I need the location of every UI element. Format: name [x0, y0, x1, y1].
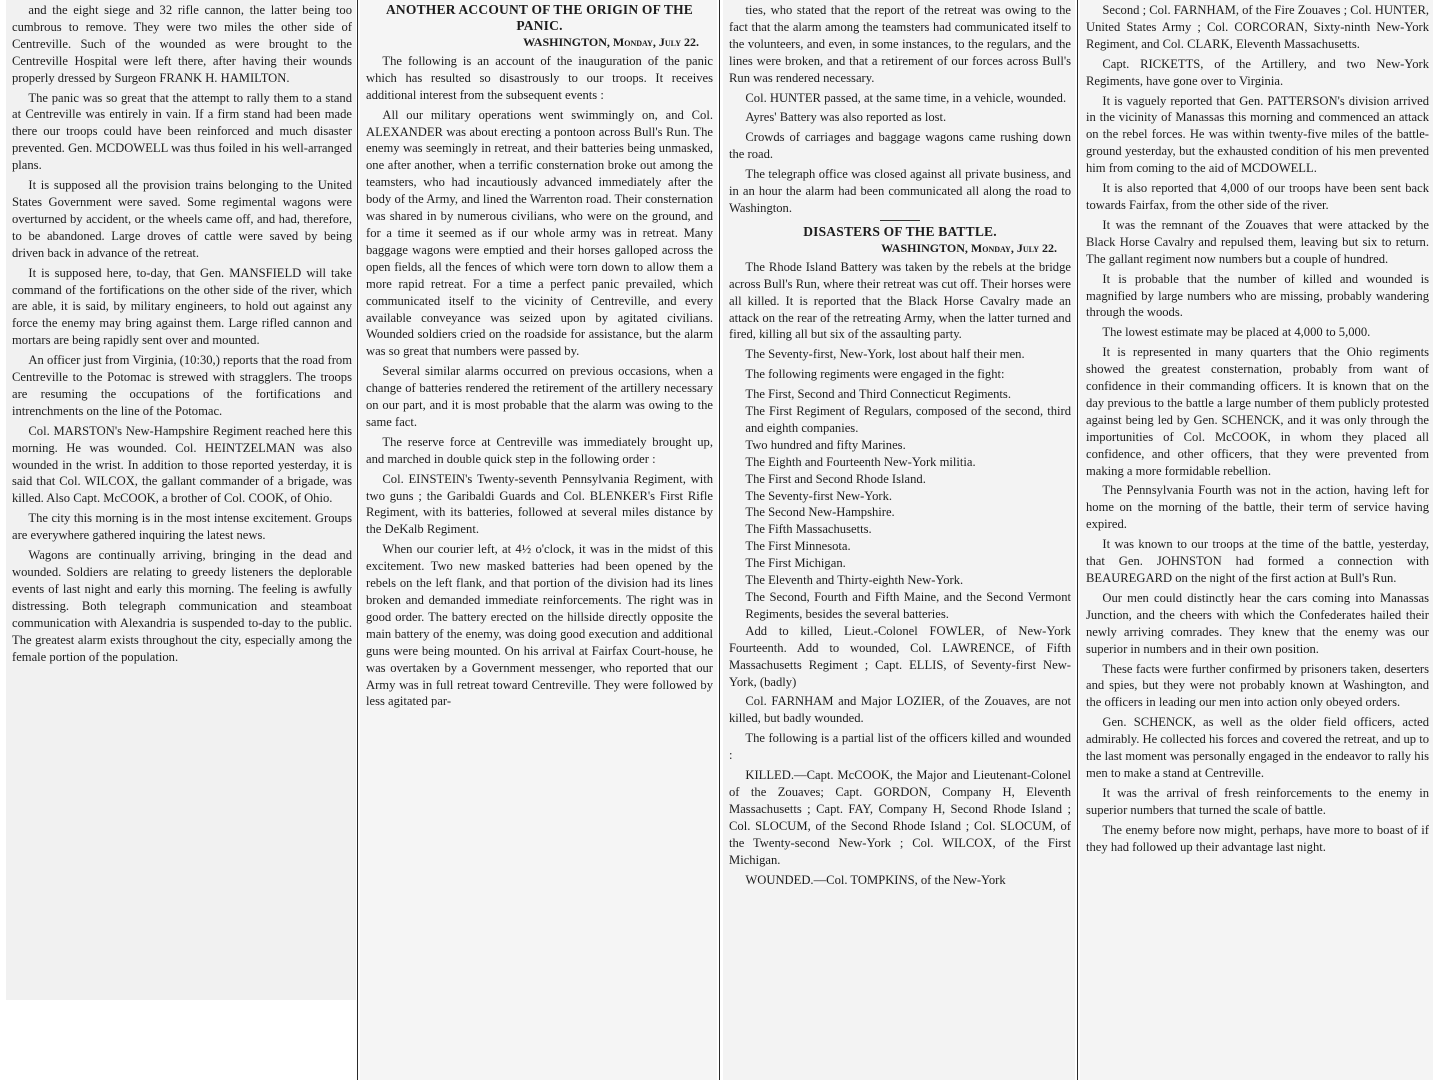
- paragraph: Ayres' Battery was also reported as lost.: [745, 110, 947, 125]
- regiment-item: Two hundred and fifty Marines.: [745, 437, 906, 452]
- paragraph: Col. EINSTEIN's Twenty-seventh Pennsylvania Regiment, with two guns ; the Garibaldi Guards and Col. BLENKER's First Rifle Regiment, with its batteries, followed at several miles distance by the DeKalb Regiment.: [366, 471, 713, 537]
- paragraph: It is supposed all the provision trains belonging to the United States Government were saved. Some regimental wagons were overturned by accident, or the wheels came off, and had, therefore, to be abandoned. Large droves of cattle were saved by being driven back in advance of the retreat.: [12, 178, 352, 260]
- article-heading: DISASTERS OF THE BATTLE.: [803, 223, 997, 239]
- regiment-item: The Eighth and Fourteenth New-York militia.: [745, 454, 976, 469]
- paragraph: Several similar alarms occurred on previous occasions, when a change of batteries rendered the retirement of the artillery necessary on our part, and it is most probable that the alarm was owing to the same fact.: [366, 364, 713, 429]
- paragraph: The lowest estimate may be placed at 4,000 to 5,000.: [1102, 325, 1371, 340]
- column-rule: [357, 0, 358, 1080]
- regiment-item: The Fifth Massachusetts.: [745, 522, 872, 537]
- regiment-item: The Second New-Hampshire.: [745, 505, 895, 520]
- paragraph: Gen. SCHENCK, as well as the older field officers, acted admirably. He collected his forces and covered the retreat, and up to the last moment was personally engaged in the endeavor to rally his men to make a stand at Centreville.: [1086, 715, 1429, 780]
- dateline: WASHINGTON, Monday, July 22.: [881, 240, 1057, 255]
- paragraph: It is vaguely reported that Gen. PATTERSON's division arrived in the vicinity of Manassas this morning and commenced an attack on the rebel forces. He was within twenty-five miles of the battle-ground yesterday, but the exhausted condition of his men prevented him from coming to the aid of MCDOWELL.: [1086, 93, 1429, 176]
- paragraph: It was the remnant of the Zouaves that were attacked by the Black Horse Cavalry and repulsed them, leaving but six to return. The gallant regiment now numbers but a couple of hundred.: [1086, 217, 1429, 266]
- paragraph: The following is an account of the inauguration of the panic which has resulted so disastrously to our troops. It receives additional interest from the subsequent events :: [366, 53, 713, 102]
- paragraph: All our military operations went swimmingly on, and Col. ALEXANDER was about erecting a pontoon across Bull's Run. The enemy was seemingly in retreat, and their batteries being unmasked, one after another, when a terrific consternation broke out among the teamsters, who had incautiously advanced immediately after the body of the Army, and lined the Warrenton road. Their consternation was shared in by numerous civilians, who were on the ground, and for a time it seemed as if our whole army was in retreat. Many baggage wagons were emptied and their horses galloped across the open fields, all the fences of which were torn down to allow them a more rapid retreat. For a time a perfect panic prevailed, which communicated itself to the vicinity of Centreville, and every available conveyance was seized upon by agitated civilians. Wounded soldiers cried on the roadside for assistance, but the alarm was so great that numbers were passed by.: [366, 107, 713, 359]
- paragraph: The enemy before now might, perhaps, have more to boast of if they had followed up their advantage last night.: [1086, 822, 1429, 854]
- paragraph: It was known to our troops at the time of the battle, yesterday, that Gen. JOHNSTON had formed a connection with BEAUREGARD on the night of the first action at Bull's Run.: [1086, 537, 1429, 585]
- paragraph: Col. HUNTER passed, at the same time, in a vehicle, wounded.: [745, 90, 1067, 105]
- column-1: [6, 0, 356, 1000]
- article-heading: ANOTHER ACCOUNT OF THE ORIGIN OF THE PANIC.: [385, 2, 693, 33]
- paragraph: Crowds of carriages and baggage wagons came rushing down the road.: [729, 130, 1071, 162]
- paragraph: An officer just from Virginia, (10:30,) reports that the road from Centreville to the Potomac is strewed with stragglers. The troops are resuming the occupations of the fortifications and intrenchments on the line of the Potomac.: [12, 353, 352, 418]
- paragraph: The panic was so great that the attempt to rally them to a stand at Centreville was entirely in vain. If a firm stand had been made there our troops could have been reinforced and much disaster prevented. Gen. MCDOWELL was thus foiled in his well-arranged plans.: [12, 90, 352, 173]
- column-2: [360, 0, 717, 1080]
- paragraph: The Pennsylvania Fourth was not in the action, having left for home on the morning of the battle, their term of service having expired.: [1086, 483, 1429, 532]
- regiment-item: The First Minnesota.: [745, 539, 851, 554]
- paragraph: It is probable that the number of killed and wounded is magnified by large numbers who are missing, probably wandering through the woods.: [1086, 271, 1429, 320]
- paragraph: Col. FARNHAM and Major LOZIER, of the Zouaves, are not killed, but badly wounded.: [729, 694, 1071, 726]
- column-3: [723, 0, 1075, 1080]
- paragraph: Col. MARSTON's New-Hampshire Regiment reached here this morning. He was wounded. Col. HEINTZELMAN was also wounded in the wrist. In addition to those reported yesterday, it is said that Col. WILCOX, the gallant commander of a brigade, was killed. Also Capt. McCOOK, a brother of Col. COOK, of Ohio.: [12, 423, 352, 506]
- paragraph: KILLED.—Capt. McCOOK, the Major and Lieutenant-Colonel of the Zouaves; Capt. GORDON, Company H, Eleventh Massachusetts ; Capt. FAY, Company H, Second Rhode Island ; Col. SLOCUM, of the Second Rhode Island ; Col. SLOCUM, of the Twenty-second New-York ; Col. WILCOX, of the First Michigan.: [729, 768, 1071, 867]
- paragraph: It is also reported that 4,000 of our troops have been sent back towards Fairfax, from the other side of the river.: [1086, 181, 1429, 212]
- paragraph: Second ; Col. FARNHAM, of the Fire Zouaves ; Col. HUNTER, United States Army ; Col. CORCORAN, Sixty-ninth New-York Regiment, and Col. CLARK, Eleventh Massachusetts.: [1086, 3, 1429, 51]
- regiment-item: The Seventy-first New-York.: [745, 488, 893, 503]
- paragraph: The following is a partial list of the officers killed and wounded :: [729, 731, 1071, 763]
- regiment-item: The First Regiment of Regulars, composed of the second, third and eighth companies.: [745, 404, 1071, 435]
- paragraph: Wagons are continually arriving, bringing in the dead and wounded. Soldiers are relating to greedy listeners the deplorable events of last night and early this morning. The feeling is awfully distressing. Both telegraph communication and steamboat communication with Alexandria is suspended to-day to the public. The greatest alarm exists throughout the city, especially among the female portion of the population.: [12, 548, 352, 664]
- column-4: [1080, 0, 1433, 1080]
- paragraph: It is supposed here, to-day, that Gen. MANSFIELD will take command of the fortifications on the other side of the river, which are able, it is said, by military engineers, to hold out against any force the enemy may bring against them. Large rifled cannon and mortars are being rapidly sent over and mounted.: [12, 265, 352, 348]
- regiment-item: The Eleventh and Thirty-eighth New-York.: [745, 573, 964, 588]
- paragraph: The Rhode Island Battery was taken by the rebels at the bridge across Bull's Run, where their retreat was cut off. Their horses were all killed. It is reported that the Black Horse Cavalry made an attack on the rear of the retreating Army, when the latter turned and fired, killing all but six of the assaulting party.: [729, 259, 1071, 342]
- regiment-item: The First Michigan.: [745, 556, 846, 571]
- paragraph: Add to killed, Lieut.-Colonel FOWLER, of New-York Fourteenth. Add to wounded, Col. LAWRENCE, of Fifth Massachusetts Regiment ; Capt. ELLIS, of Seventy-first New-York, (badly): [729, 623, 1071, 689]
- regiment-item: The First, Second and Third Connecticut Regiments.: [745, 387, 1011, 402]
- paragraph: The following regiments were engaged in the fight:: [745, 367, 1005, 382]
- paragraph: and the eight siege and 32 rifle cannon, the latter being too cumbrous to remove. They were two miles the other side of Centreville. Such of the wounded as were brought to the Centreville Hospital were left there, after having their wounds properly dressed by Surgeon FRANK H. HAMILTON.: [12, 3, 352, 85]
- paragraph: The reserve force at Centreville was immediately brought up, and marched in double quick step in the following order :: [366, 434, 713, 466]
- column-rule: [1077, 0, 1078, 1080]
- paragraph: Our men could distinctly hear the cars coming into Manassas Junction, and the cheers with which the Confederates hailed their newly arriving comrades. They knew that the enemy was our superior in numbers and in their own position.: [1086, 590, 1429, 656]
- regiment-item: The Second, Fourth and Fifth Maine, and the Second Vermont Regiments, besides the several batteries.: [745, 590, 1071, 621]
- paragraph: The Seventy-first, New-York, lost about half their men.: [745, 347, 1025, 362]
- column-rule: [719, 0, 720, 1080]
- paragraph: It is represented in many quarters that the Ohio regiments showed the greatest consternation, probably from want of confidence in their commanding officers. It is known that on the day previous to the battle a large number of them publicly protested against being led by Gen. SCHENCK, and it was only through the importunities of Col. McCOOK, in whom they placed all confidence, and other officers, that they were prevented from making a more formidable rebellion.: [1086, 345, 1429, 478]
- paragraph: The city this morning is in the most intense excitement. Groups are everywhere gathered inquiring the latest news.: [12, 511, 352, 543]
- paragraph: Capt. RICKETTS, of the Artillery, and two New-York Regiments, have gone over to Virginia.: [1086, 56, 1429, 88]
- regiment-item: The First and Second Rhode Island.: [745, 471, 926, 486]
- paragraph: When our courier left, at 4½ o'clock, it was in the midst of this excitement. Two new masked batteries had been opened by the rebels on the left flank, and that portion of the division had its lines broken and demanded immediate reinforcements. The right was in good order. The battery erected on the hillside directly opposite the main battery of the enemy, was doing good execution and additional guns were being mounted. On his arrival at Fairfax Court-house, he was overtaken by a Government messenger, who reported that our Army was in full retreat toward Centreville. They were followed by less agitated par-: [366, 542, 713, 709]
- dateline: WASHINGTON, Monday, July 22.: [523, 35, 699, 49]
- paragraph: WOUNDED.—Col. TOMPKINS, of the New-York: [745, 872, 1006, 887]
- paragraph: The telegraph office was closed against all private business, and in an hour the alarm had been communicated all along the road to Washington.: [729, 167, 1071, 215]
- section-separator: [880, 220, 920, 221]
- paragraph: ties, who stated that the report of the retreat was owing to the fact that the alarm among the teamsters had communicated itself to the volunteers, and even, in some instances, to the regulars, and the lines were broken, and that a retirement of our forces across Bull's Run was rendered necessary.: [729, 3, 1071, 85]
- paragraph: These facts were further confirmed by prisoners taken, deserters and spies, but they were not probably known at Washington, and the officers in leading our men into action only obeyed orders.: [1086, 661, 1429, 710]
- paragraph: It was the arrival of fresh reinforcements to the enemy in superior numbers that turned the scale of battle.: [1086, 785, 1429, 817]
